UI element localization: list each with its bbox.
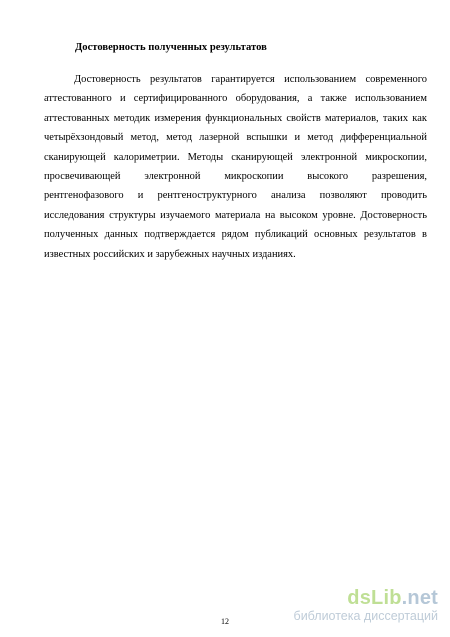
paragraph — [44, 70, 427, 264]
watermark-logo-part2: .net — [401, 587, 438, 609]
paragraph-line: четырёхзондовый метод, метод лазерной вспышки и метод дифференциальной — [44, 132, 427, 144]
paragraph-line: рентгенофазового и рентгеноструктурного анализа позволяют проводить — [44, 190, 427, 202]
watermark-tagline: библиотека диссертаций — [293, 609, 438, 623]
section-heading: Достоверность полученных результатов — [75, 42, 267, 53]
page-number: 12 — [221, 617, 229, 626]
watermark-logo-part1: dsLib — [347, 587, 402, 609]
paragraph-line: сканирующей калориметрии. Методы сканирующей электронной микроскопии, — [44, 151, 427, 163]
paragraph-line: исследования структуры изучаемого материала на высоком уровне. Достоверность — [44, 209, 427, 221]
paragraph-line: просвечивающей электронной микроскопии высокого разрешения, — [44, 170, 427, 182]
paragraph-line: аттестованного и сертифицированного оборудования, а также использованием — [44, 93, 427, 105]
watermark-logo — [294, 587, 438, 609]
paragraph-line: полученных данных подтверждается рядом публикаций основных результатов в — [44, 229, 427, 241]
paragraph-line: Достоверность результатов гарантируется использованием современного — [74, 74, 427, 85]
paragraph-line: известных российских и зарубежных научных изданиях. — [44, 248, 296, 260]
paragraph-line: аттестованных методик измерения функциональных свойств материалов, таких как — [44, 112, 427, 124]
